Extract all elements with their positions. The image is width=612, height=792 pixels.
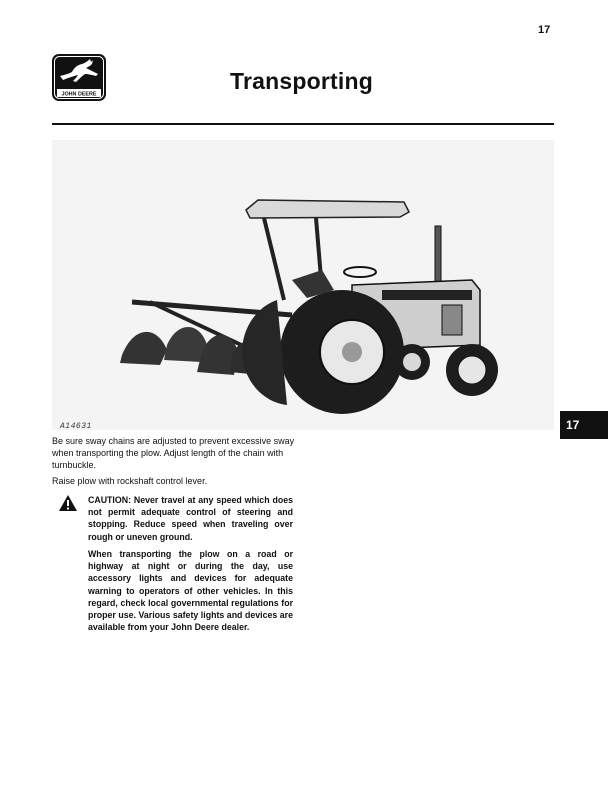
section-tab: 17 xyxy=(560,411,608,439)
john-deere-logo xyxy=(52,54,106,101)
figure-id: A14631 xyxy=(60,422,92,431)
sway-chain-instruction: Be sure sway chains are adjusted to prevent excessive sway when transporting the plow. Adjust length of the chain with turnbuckle. xyxy=(52,436,295,470)
caution-speed-text: CAUTION: Never travel at any speed which does not permit adequate control of steering and stopping. Reduce speed when traveling over rough or uneven ground. xyxy=(88,495,293,542)
page-title: Transporting xyxy=(230,68,373,94)
page-number: 17 xyxy=(538,24,551,36)
caution-warning-icon xyxy=(58,494,78,512)
title-divider xyxy=(52,123,554,125)
tractor-with-plow-illustration xyxy=(52,140,554,435)
raise-plow-instruction: Raise plow with rockshaft control lever. xyxy=(52,476,208,486)
logo-text: JOHN DEERE xyxy=(61,91,97,98)
caution-road-transport-text: When transporting the plow on a road or highway at night or during the day, use accessory lights and devices for adequate warning to operators of other vehicles. In this regard, check local governmental regulations for proper use. Various safety lights and devices are available from your John Deere dealer. xyxy=(88,549,293,633)
